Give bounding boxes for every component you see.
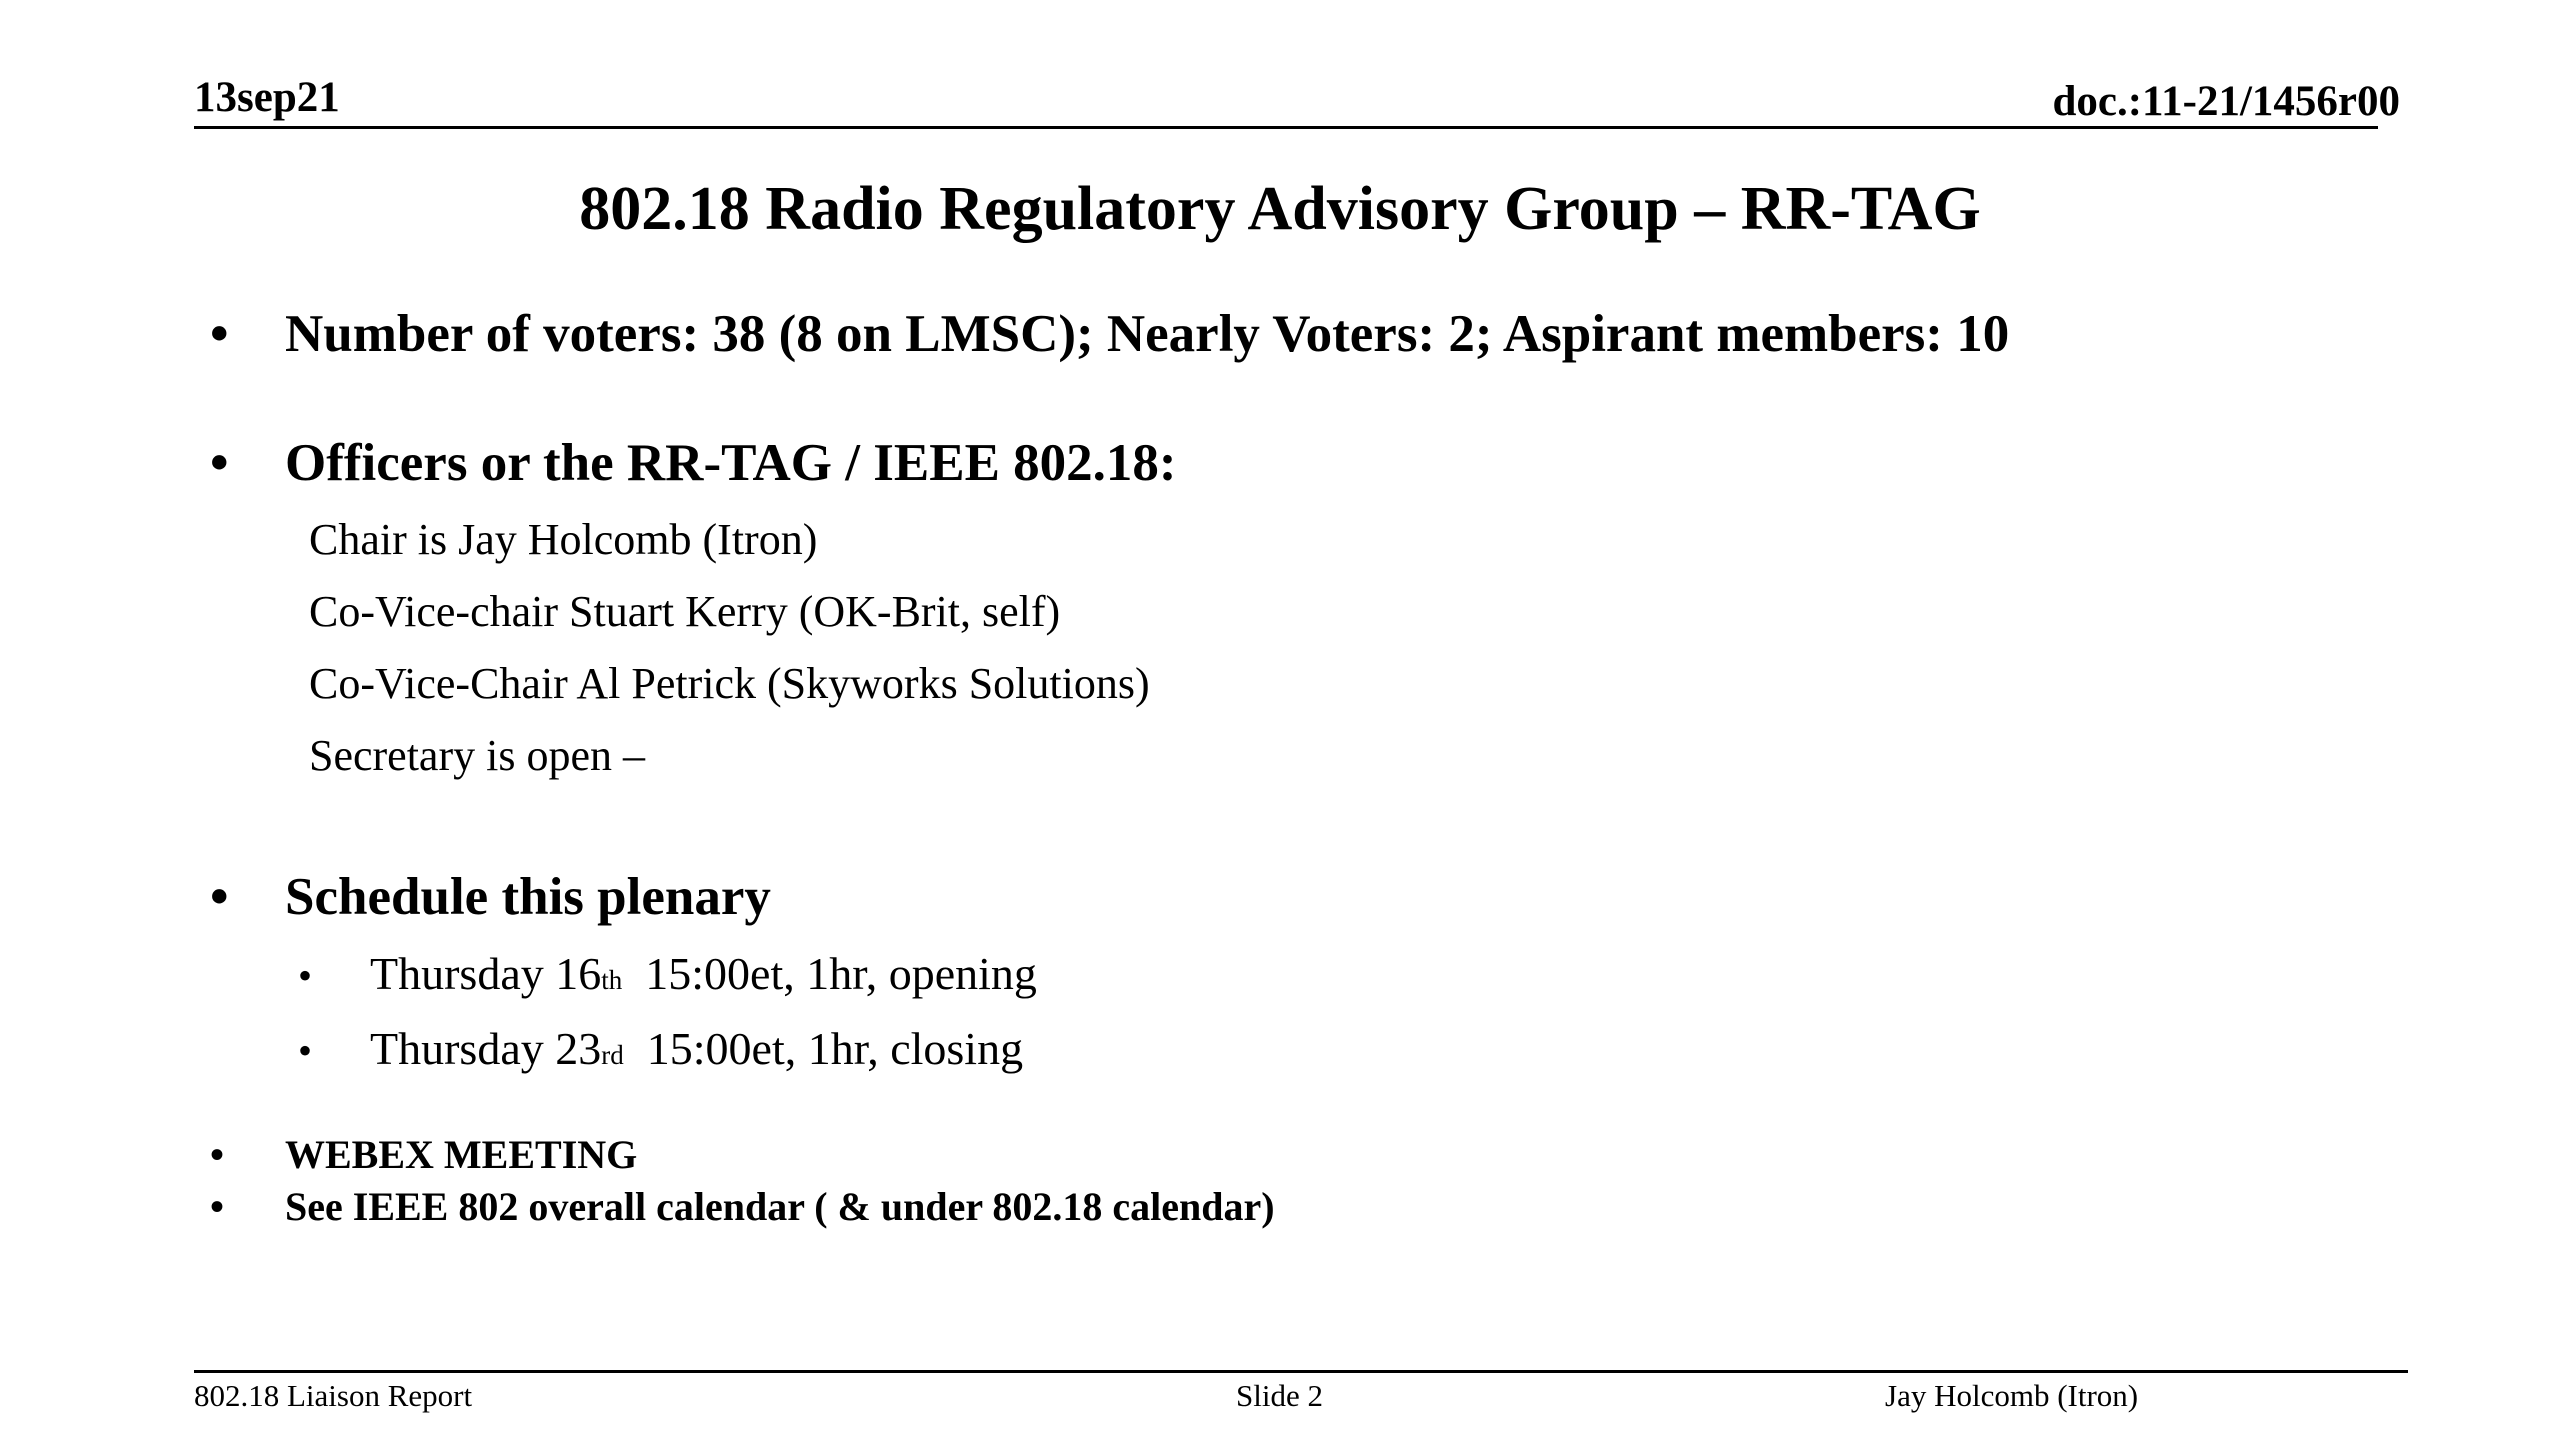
bullet-webex — [210, 1132, 638, 1177]
footer-slide-number: Slide 2 — [1236, 1378, 1323, 1413]
bullet-calendar — [210, 1184, 1275, 1229]
schedule-detail: 15:00et, 1hr, closing — [623, 1023, 1024, 1074]
bullet-voters — [210, 305, 2010, 363]
schedule-item: • Thursday 16 th 15:00et, 1hr, opening — [298, 948, 1037, 999]
bullet-dot: • — [210, 305, 229, 363]
header-doc-id: doc.:11-21/1456r00 — [2052, 78, 2400, 125]
voters-text: Number of voters: 38 (8 on LMSC); Nearly Voters: 2; Aspirant members: 10 — [285, 305, 2010, 363]
footer-author: Jay Holcomb (Itron) — [1885, 1378, 2139, 1413]
bullet-officers — [210, 434, 1177, 492]
sub-bullet-dot: • — [298, 953, 313, 998]
officer-line-vice-chair-1: Co-Vice-chair Stuart Kerry (OK-Brit, self) — [309, 587, 1061, 636]
schedule-detail: 15:00et, 1hr, opening — [622, 948, 1037, 999]
header-rule — [194, 126, 2378, 129]
bullet-dot: • — [210, 1184, 225, 1229]
bullet-dot: • — [210, 868, 229, 926]
webex-text: WEBEX MEETING — [285, 1132, 638, 1177]
sub-bullet-dot: • — [298, 1028, 313, 1073]
schedule-day: Thursday 16 — [370, 948, 602, 999]
calendar-text: See IEEE 802 overall calendar ( & under 802.18 calendar) — [285, 1184, 1275, 1229]
officer-line-secretary: Secretary is open – — [309, 731, 645, 780]
bullet-dot: • — [210, 434, 229, 492]
bullet-dot: • — [210, 1132, 225, 1177]
officers-heading: Officers or the RR-TAG / IEEE 802.18: — [285, 434, 1177, 492]
header-date: 13sep21 — [194, 74, 340, 121]
officer-line-vice-chair-2: Co-Vice-Chair Al Petrick (Skyworks Solutions) — [309, 659, 1150, 708]
bullet-schedule — [210, 868, 771, 926]
schedule-heading: Schedule this plenary — [285, 868, 771, 926]
footer-rule — [194, 1370, 2408, 1373]
schedule-day: Thursday 23 — [370, 1023, 602, 1074]
officer-line-chair: Chair is Jay Holcomb (Itron) — [309, 515, 818, 564]
footer-report-name: 802.18 Liaison Report — [194, 1378, 473, 1413]
schedule-item: • Thursday 23 rd 15:00et, 1hr, closing — [298, 1023, 1024, 1074]
slide-title: 802.18 Radio Regulatory Advisory Group – RR-TAG — [579, 175, 1981, 243]
